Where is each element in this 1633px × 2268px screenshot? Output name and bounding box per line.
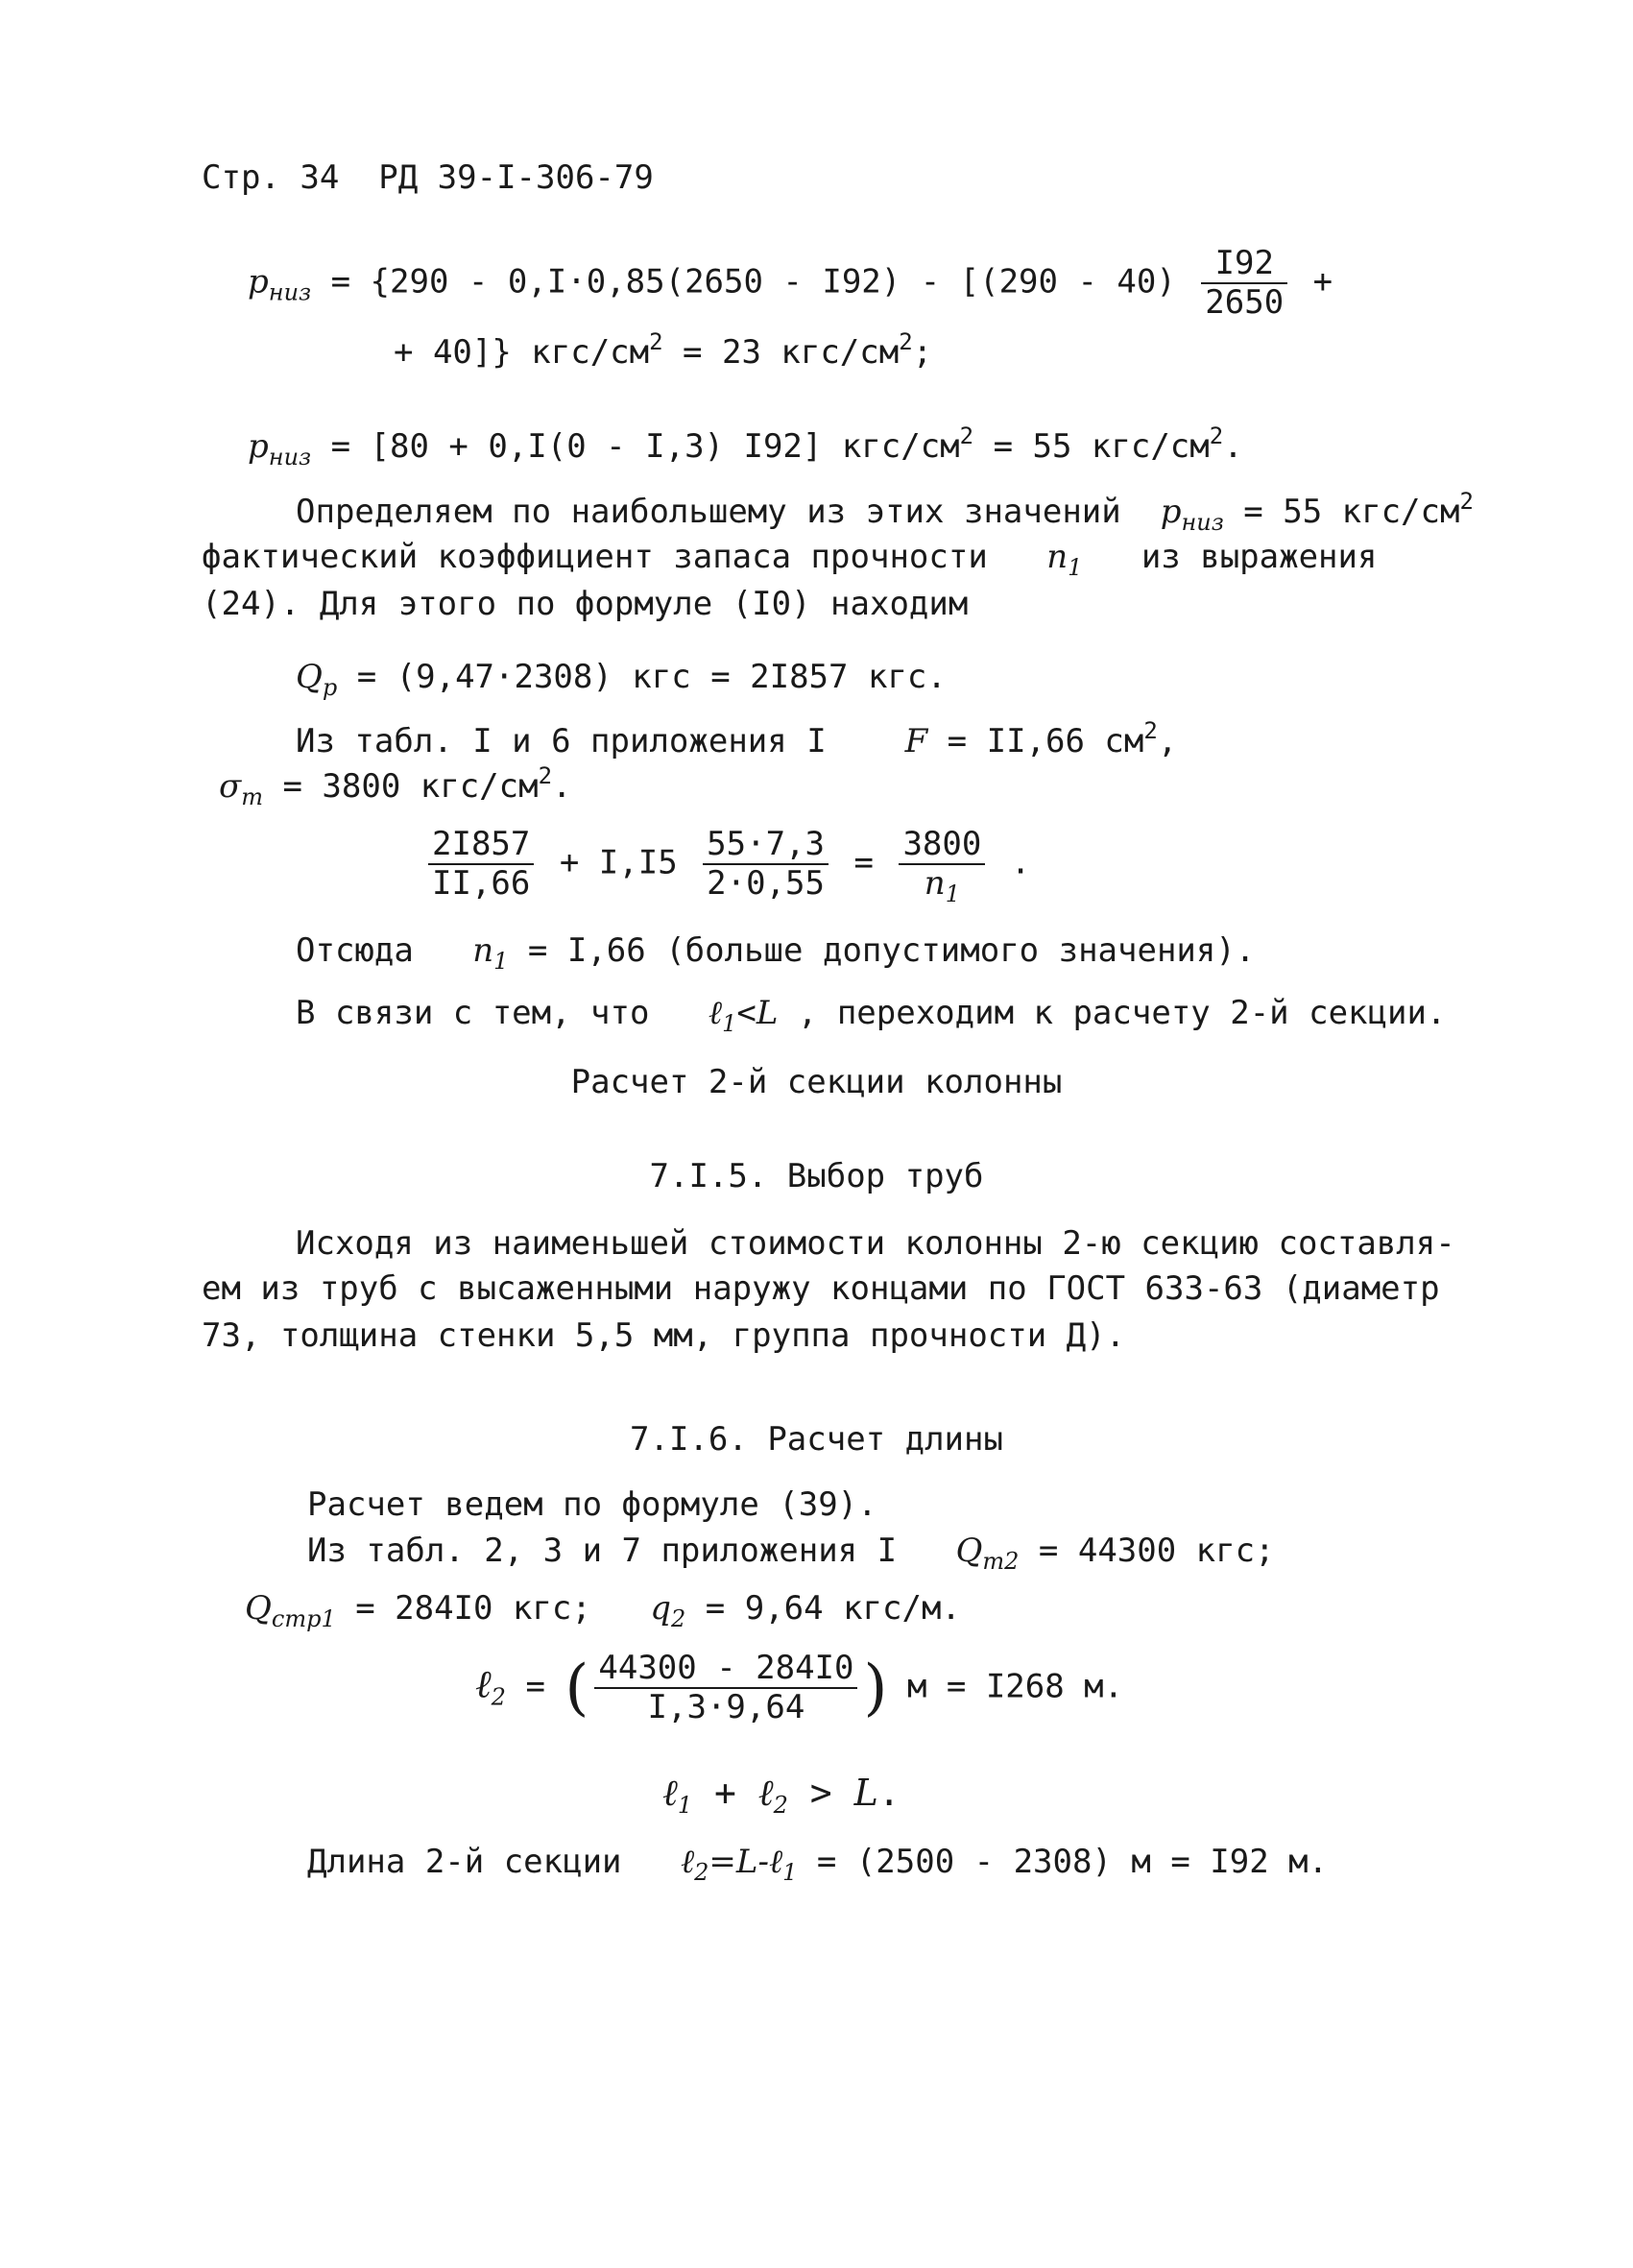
para4-l3-sym: Q (245, 1589, 272, 1628)
result-transition (296, 994, 1447, 1037)
result2-l1: ℓ (708, 994, 723, 1032)
eq6-end: . (877, 1772, 901, 1814)
eq5-frac (594, 1650, 857, 1726)
eq6-plus: + (714, 1772, 736, 1814)
para2-l1-sup: 2 (1143, 717, 1158, 744)
eq5-eq: = (525, 1667, 545, 1706)
para4-l2-sym: Q (955, 1532, 983, 1570)
eq1-cont: + 40]} кгс/см (394, 333, 650, 372)
eq1-lhs: p (248, 262, 269, 302)
para4-line2 (307, 1532, 1275, 1575)
section-heading-column: Расчет 2-й секции колонны (570, 1063, 1063, 1101)
para4-l1: Расчет ведем по формуле (39). (307, 1485, 877, 1524)
para1-line1 (296, 488, 1474, 536)
para4-l3-sub2: 2 (671, 1605, 686, 1632)
para1-l3: (24). Для этого по формуле (I0) находим (202, 585, 969, 623)
para1-l1-sup: 2 (1459, 488, 1474, 515)
para1-l1-sub: низ (1181, 509, 1224, 536)
eq2-body2: = 55 кгс/см (973, 427, 1210, 466)
eq4-f1-den: II,66 (432, 864, 531, 904)
para2-l2-sym: σ (219, 767, 242, 806)
para3-l1: Исходя из наименьшей стоимости колонны 2-ю секцию составля- (296, 1224, 1455, 1263)
final-b: = (2500 - 2308) м = I92 м. (816, 1843, 1329, 1881)
para2-line1 (296, 717, 1178, 760)
result2-L: L (756, 994, 779, 1032)
eq4-f3-den-sub: 1 (945, 881, 960, 908)
eq6-b: ℓ (757, 1772, 774, 1814)
final-a: Длина 2-й секции (307, 1843, 622, 1881)
para2-l1: Из табл. I и 6 приложения I (296, 722, 827, 760)
eq2-sup2: 2 (1209, 422, 1224, 449)
para3-line2 (202, 1269, 1440, 1308)
para3-line3 (202, 1316, 1126, 1355)
para1-l2a: фактический коэффициент запаса прочности (202, 538, 988, 576)
page-number: Стр. 34 (202, 158, 340, 197)
equation-l2 (475, 1650, 1123, 1726)
eq1-cont2-sup: 2 (899, 328, 913, 355)
result-n1 (296, 931, 1256, 975)
eq2-body: = [80 + 0,I(0 - I,3) I92] кгс/см (330, 427, 960, 466)
para3-l3: 73, толщина стенки 5,5 мм, группа прочности Д). (202, 1316, 1126, 1355)
eq2-sup: 2 (959, 422, 974, 449)
para2-l2-end: . (552, 767, 572, 806)
equation-sum-gt-L (662, 1772, 901, 1819)
result2-lt: < (736, 994, 756, 1032)
eq4-plus: + I,I5 (559, 843, 678, 882)
eq1-cont-sup: 2 (649, 328, 663, 355)
result1-b: = I,66 (больше допустимого значения). (527, 931, 1256, 970)
para1-l1-text: Определяем по наибольшему из этих значений (296, 493, 1121, 531)
para4-l3-sub: стр1 (271, 1605, 336, 1632)
para4-l2: Из табл. 2, 3 и 7 приложения I (307, 1532, 898, 1570)
final-sub2: 1 (782, 1859, 798, 1886)
eq6-gt: > (809, 1772, 832, 1814)
eq2-end: . (1223, 427, 1243, 466)
eq1-fraction (1201, 245, 1287, 322)
equation-p-low-1 (248, 245, 1333, 322)
eq4-f2-num: 55·7,3 (703, 826, 829, 865)
final-line (307, 1843, 1329, 1886)
para2-l1-tail: = II,66 см (947, 722, 1144, 760)
eq1-lhs-sub: низ (268, 278, 312, 306)
page-header (202, 158, 654, 197)
result2-l1-sub: 1 (722, 1010, 737, 1037)
document-code: РД 39-I-306-79 (378, 158, 654, 197)
section-heading-length: 7.I.6. Расчет длины (630, 1420, 1003, 1459)
eq3-sub: p (322, 674, 338, 701)
para1-l1-tail: = 55 кгс/см (1243, 493, 1460, 531)
equation-p-low-1-continued (394, 328, 933, 372)
para1-line3 (202, 585, 969, 623)
eq5-lhs-sub: 2 (491, 1683, 506, 1711)
eq5-paren-close: ) (863, 1653, 888, 1725)
eq6-b-sub: 2 (773, 1792, 788, 1819)
para3-line1 (296, 1224, 1455, 1263)
para1-l2-sym: n (1046, 538, 1069, 576)
eq5-tail: м = I268 м. (906, 1667, 1124, 1706)
eq1-part2: + (1312, 262, 1333, 302)
eq2-lhs-sub: низ (268, 444, 312, 470)
equation-p-low-2 (248, 422, 1243, 470)
para4-l2-sub: т2 (982, 1548, 1020, 1575)
final-mid: =L- (708, 1843, 769, 1881)
eq4-eq: = (853, 843, 874, 882)
eq1-frac-den: 2650 (1205, 283, 1285, 323)
eq2-lhs: p (248, 427, 269, 466)
eq5-paren-open: ( (564, 1653, 589, 1725)
eq4-end: . (1010, 843, 1031, 882)
para1-l1-sym: p (1160, 493, 1182, 531)
para1-l2-sub: 1 (1068, 554, 1083, 581)
equation-qp (296, 658, 947, 701)
eq5-lhs: ℓ (475, 1662, 492, 1707)
para2-l2-sup: 2 (538, 762, 553, 789)
final-sym: ℓ (680, 1843, 695, 1881)
eq4-frac3 (899, 825, 985, 908)
eq3-body: = (9,47·2308) кгс = 2I857 кгс. (356, 658, 947, 696)
para2-l2-sub: т (241, 784, 263, 810)
section-heading-pipe-selection: 7.I.5. Выбор труб (649, 1157, 984, 1195)
final-sub: 2 (694, 1859, 709, 1886)
para4-line3 (245, 1589, 961, 1632)
para4-l3-tail: = 284I0 кгс; (355, 1589, 591, 1628)
final-sym2: ℓ (768, 1843, 783, 1881)
result1-a: Отсюда (296, 931, 414, 970)
para4-l2-tail: = 44300 кгс; (1038, 1532, 1275, 1570)
result2-b: , переходим к расчету 2-й секции. (797, 994, 1447, 1032)
result2-a: В связи с тем, что (296, 994, 650, 1032)
result1-sym: n (472, 931, 494, 970)
para2-line2 (219, 762, 572, 810)
para4-l3-tail2: = 9,64 кгс/м. (705, 1589, 961, 1628)
para4-line1 (307, 1485, 877, 1524)
para1-line2 (202, 538, 1378, 581)
para2-l1-end: , (1157, 722, 1178, 760)
eq4-f3-den-sym: n (924, 864, 946, 904)
eq1-cont2: = 23 кгс/см (662, 333, 900, 372)
eq4-frac2 (703, 826, 829, 903)
eq4-f2-den: 2·0,55 (707, 864, 825, 904)
para3-l2: ем из труб с высаженными наружу концами по ГОСТ 633-63 (диаметр (202, 1269, 1440, 1308)
eq1-frac-num: I92 (1201, 245, 1287, 284)
eq1-part1: = {290 - 0,I·0,85(2650 - I92) - [(290 - 40) (330, 262, 1176, 302)
eq6-a: ℓ (662, 1772, 678, 1814)
equation-strength (422, 825, 1031, 908)
para1-l2b: из выражения (1141, 538, 1378, 576)
para2-l2-tail: = 3800 кгс/см (282, 767, 539, 806)
eq5-num: 44300 - 284I0 (594, 1650, 857, 1689)
para4-l3-sym2: q (650, 1589, 672, 1628)
eq3-sym: Q (296, 658, 323, 696)
result1-sub: 1 (493, 948, 509, 975)
eq4-frac1 (428, 826, 534, 903)
eq6-L: L (853, 1772, 878, 1814)
eq6-a-sub: 1 (677, 1792, 693, 1819)
para2-l1-sym: F (904, 722, 928, 760)
eq1-cont-end: ; (912, 333, 933, 372)
eq4-f3-num: 3800 (899, 826, 985, 865)
eq5-den: I,3·9,64 (647, 1688, 805, 1727)
eq4-f1-num: 2I857 (428, 826, 534, 865)
